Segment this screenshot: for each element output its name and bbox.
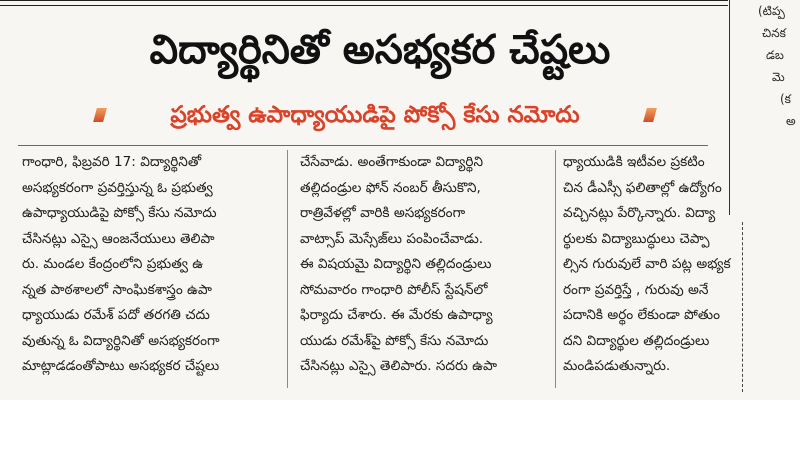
column-line: మండిపడుతున్నారు. — [563, 358, 671, 374]
column-divider — [555, 150, 556, 388]
column-line: చిన డీఎస్సీ ఫలితాల్లో ఉద్యోగం — [563, 179, 722, 196]
column-line: వాట్సాప్ మెస్సేజ్‌లు పంపించేవాడు. — [300, 230, 484, 247]
column-line: చేసేవాడు. అంతేగాకుండా విద్యార్థిని — [300, 154, 483, 170]
adjacent-line: (క — [780, 92, 791, 106]
article-column-1 — [22, 150, 274, 390]
column-line: ధ్యాయుడికి ఇటీవల ప్రకటిం — [563, 154, 705, 170]
column-line: దని విద్యార్థుల తల్లిదండ్రులు — [563, 332, 710, 349]
column-line: ధ్యాయుడు రమేశ్ పదో తరగతి చదు — [22, 307, 210, 323]
column-line: వచ్చినట్లు పేర్కొన్నారు. విద్యా — [563, 205, 716, 221]
adjacent-line: అ — [786, 114, 796, 128]
adjacent-dashed-rule — [742, 222, 743, 392]
column-line: ఉపాధ్యాయుడిపై పోక్సో కేసు నమోదు — [22, 205, 217, 221]
column-line: ఈ విషయమై విద్యార్థిని తల్లిదండ్రులు — [300, 256, 492, 272]
column-line: రు. మండల కేంద్రంలోని ప్రభుత్వ ఉ — [22, 256, 204, 272]
column-line: చేసినట్లు ఎస్సై తెలిపారు. సదరు ఉపా — [300, 358, 497, 374]
column-line: ల్సిన గురువులే వారి పట్ల అభ్యక — [563, 256, 731, 272]
adjacent-line: చినక — [762, 26, 786, 40]
column-line: సోమవారం గాంధారి పోలీస్ స్టేషన్‌లో — [300, 281, 488, 298]
adjacent-line: మె — [772, 70, 785, 84]
subheadline-banner — [95, 96, 655, 134]
subheadline: ప్రభుత్వ ఉపాధ్యాయుడిపై పోక్సో కేసు నమోదు — [170, 102, 580, 128]
column-line: ఫిర్యాదు చేశారు. ఈ మేరకు ఉపాధ్యా — [300, 307, 493, 323]
adjacent-line: (టిప్ప — [758, 4, 785, 18]
column-line: వుతున్న ఓ విద్యార్థినితో అసభ్యకరంగా — [22, 332, 220, 349]
adjacent-line: డబ — [766, 48, 784, 62]
column-line: ర్థులకు విద్యాబుద్ధులు చెప్పా — [563, 230, 710, 247]
column-line: యుడు రమేశ్‌పై పోక్సో కేసు నమోదు — [300, 332, 489, 349]
column-line: రంగా ప్రవర్తిస్తే , గురువు అనే — [563, 281, 709, 298]
adjacent-story-rule — [729, 0, 730, 215]
header-divider — [18, 145, 708, 146]
column-line: చేసినట్లు ఎస్సై ఆంజనేయులు తెలిపా — [22, 230, 215, 247]
column-line: పదానికి అర్థం లేకుండా పోతుం — [563, 307, 721, 323]
column-divider — [287, 150, 288, 388]
column-line: న్నత పాఠశాలలో సాంఘికశాస్త్రం ఉపా — [22, 281, 212, 298]
adjacent-story-fragment — [736, 0, 800, 215]
subheadline-right-accent — [643, 108, 657, 122]
subheadline-left-accent — [93, 108, 107, 122]
column-line: అసభ్యకరంగా ప్రవర్తిస్తున్న ఓ ప్రభుత్వ — [22, 179, 213, 196]
column-line: రాత్రివేళల్లో వారికి అసభ్యకరంగా — [300, 205, 466, 221]
column-line: మాట్లాడడంతోపాటు అసభ్యకర చేష్టలు — [22, 358, 220, 374]
article-column-2 — [300, 150, 548, 390]
column-line: తల్లిదండ్రుల ఫోన్ నంబర్ తీసుకొని, — [300, 179, 481, 196]
column-line: గాంధారి, ఫిబ్రవరి 17: విద్యార్థినితో — [22, 154, 202, 170]
headline: విద్యార్థినితో అసభ్యకర చేష్టలు — [149, 27, 611, 73]
top-border-rule — [0, 0, 728, 6]
